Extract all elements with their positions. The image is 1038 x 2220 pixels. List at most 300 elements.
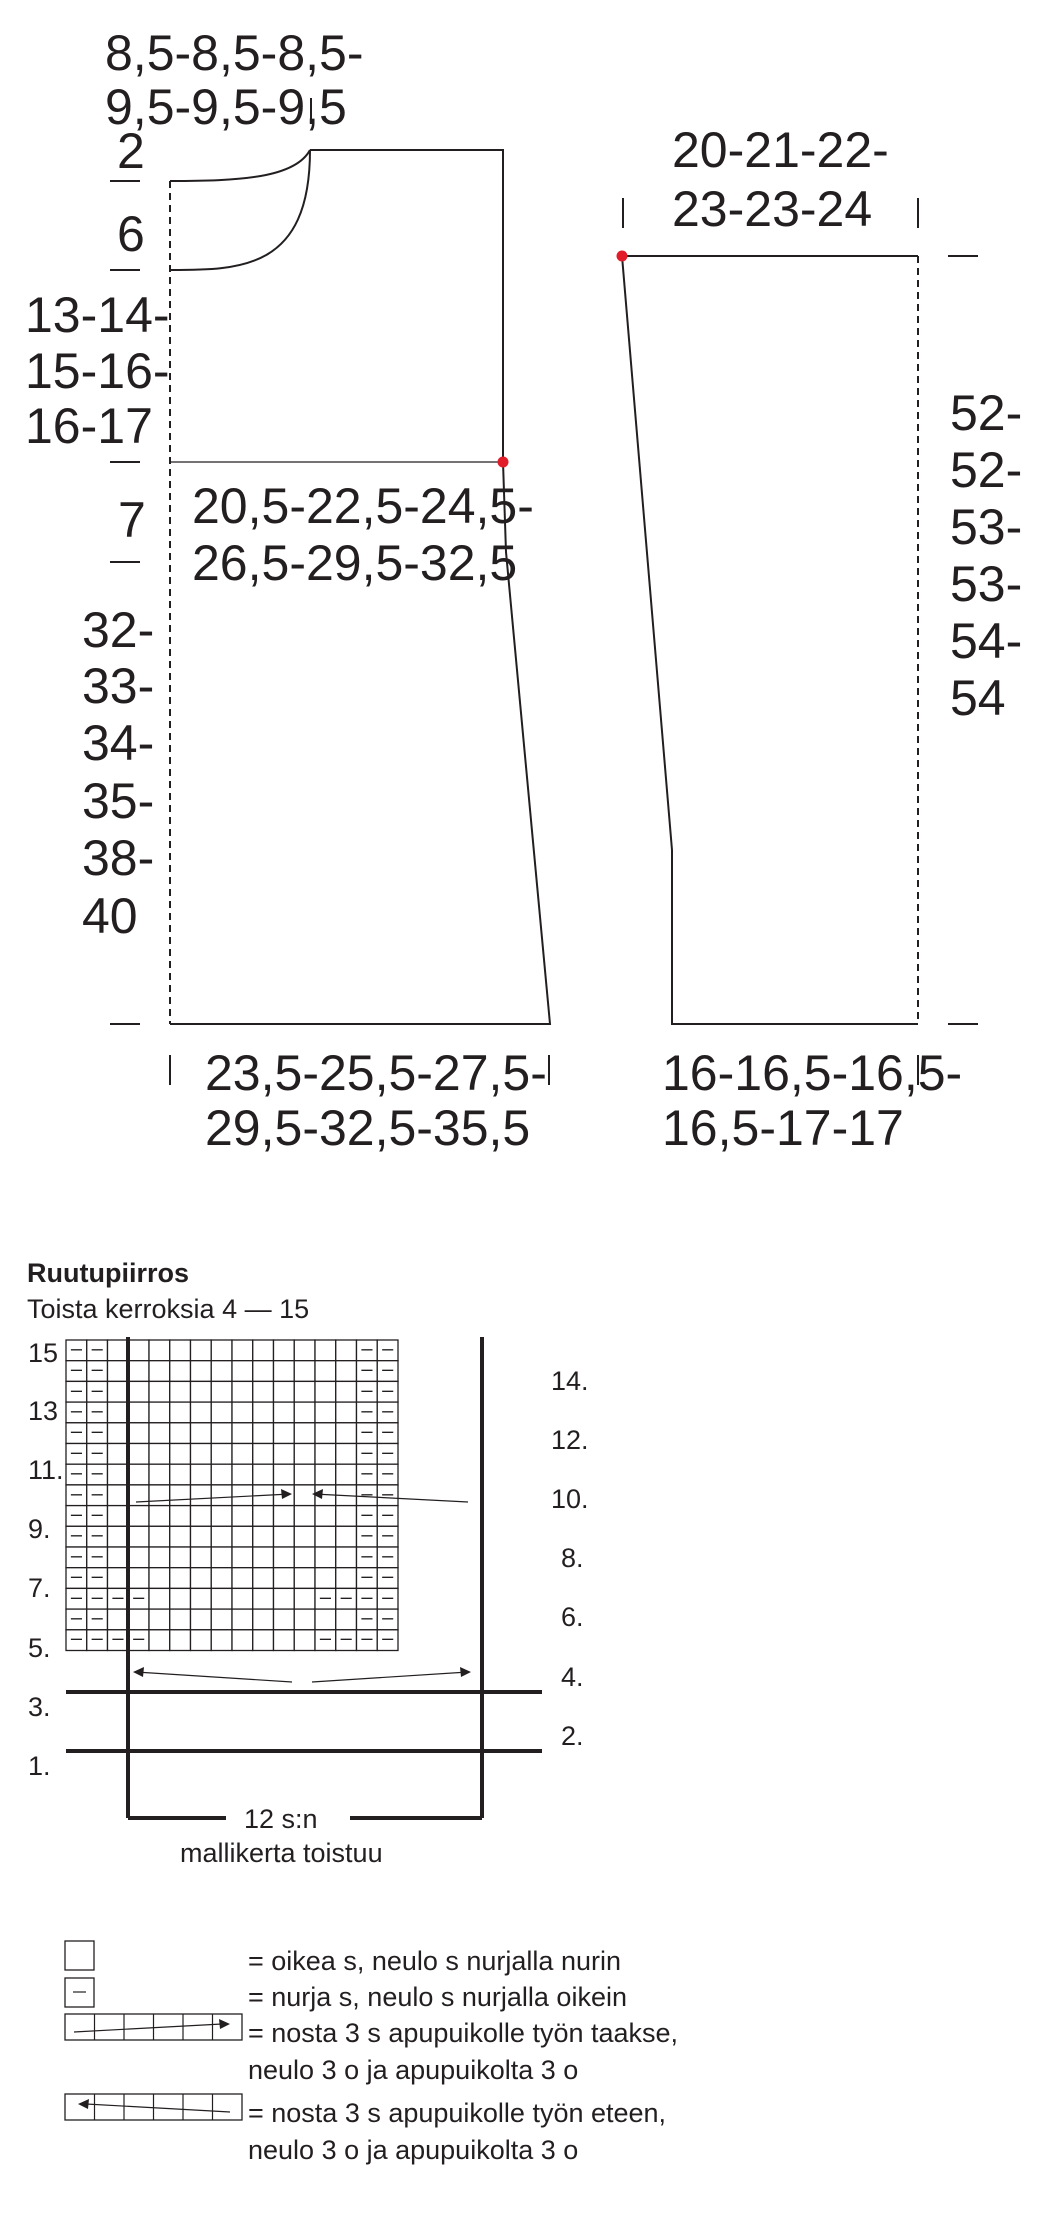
cable-arrow-row4-right	[312, 1667, 471, 1682]
purl-mark: –	[361, 1565, 373, 1588]
legend-cable-right-line2: neulo 3 o ja apupuikolta 3 o	[248, 2055, 579, 2085]
row-label-5: 5.	[28, 1633, 51, 1663]
chart-cell	[149, 1423, 170, 1444]
purl-mark: –	[361, 1441, 373, 1464]
chart-cell	[294, 1568, 315, 1589]
neckline-back	[170, 150, 310, 181]
side-length-line1: 32-	[82, 602, 155, 658]
chest-width-line2: 26,5-29,5-32,5	[192, 535, 518, 591]
sleeve-marker	[617, 251, 628, 262]
chart-cell	[232, 1444, 253, 1465]
chart-cell	[253, 1464, 274, 1485]
chart-cell	[315, 1526, 336, 1547]
chart-cell	[315, 1381, 336, 1402]
purl-mark: –	[91, 1337, 103, 1360]
shoulder-width-line1: 8,5-8,5-8,5-	[105, 25, 364, 81]
chart-cell	[253, 1526, 274, 1547]
chart-cell	[294, 1444, 315, 1465]
chart-cell	[253, 1402, 274, 1423]
chart-cell	[191, 1361, 212, 1382]
chart-cell	[232, 1423, 253, 1444]
purl-mark: –	[361, 1420, 373, 1443]
chart-cell	[253, 1547, 274, 1568]
chart-cell	[232, 1402, 253, 1423]
chart-cell	[149, 1630, 170, 1651]
chart-cell	[232, 1630, 253, 1651]
chart-subtitle: Toista kerroksia 4 — 15	[27, 1294, 310, 1324]
chart-cell	[274, 1547, 295, 1568]
legend-cable-right-line1: = nosta 3 s apupuikolle työn taakse,	[248, 2018, 679, 2048]
row-label-9: 9.	[28, 1514, 51, 1544]
chart-cell	[336, 1506, 357, 1527]
chart-cell	[294, 1340, 315, 1361]
chart-cell	[149, 1464, 170, 1485]
purl-mark: –	[382, 1400, 394, 1423]
chart-cell	[149, 1485, 170, 1506]
chart-cell	[108, 1609, 129, 1630]
purl-mark: –	[382, 1503, 394, 1526]
chart-cell	[315, 1402, 336, 1423]
row-label-4: 4.	[561, 1662, 584, 1692]
purl-mark: –	[91, 1607, 103, 1630]
chart-cell	[253, 1423, 274, 1444]
purl-mark: –	[361, 1586, 373, 1609]
purl-mark: –	[70, 1544, 82, 1567]
chart-cell	[191, 1568, 212, 1589]
purl-mark: –	[112, 1627, 124, 1650]
row-label-3: 3.	[28, 1692, 51, 1722]
purl-mark: –	[382, 1544, 394, 1567]
purl-mark: –	[382, 1462, 394, 1485]
chart-cell	[211, 1361, 232, 1382]
purl-mark: –	[70, 1482, 82, 1505]
sleeve-outline	[622, 256, 918, 1024]
purl-mark: –	[361, 1337, 373, 1360]
purl-mark: –	[70, 1524, 82, 1547]
chart-cell	[128, 1568, 149, 1589]
chart-cell	[149, 1506, 170, 1527]
chart-cell	[170, 1526, 191, 1547]
row-label-8: 8.	[561, 1543, 584, 1573]
row-label-11: 11.	[28, 1455, 64, 1485]
chart-cell	[211, 1506, 232, 1527]
chart-cell	[128, 1547, 149, 1568]
chart-cell	[294, 1630, 315, 1651]
purl-mark: –	[382, 1420, 394, 1443]
chart-cell	[170, 1423, 191, 1444]
row-label-12: 12.	[551, 1425, 589, 1455]
chart-title: Ruutupiirros	[27, 1258, 189, 1288]
purl-mark: –	[382, 1565, 394, 1588]
chart-cell	[211, 1381, 232, 1402]
purl-mark: –	[382, 1607, 394, 1630]
purl-mark: –	[91, 1400, 103, 1423]
chart-cell	[149, 1588, 170, 1609]
purl-mark: –	[91, 1482, 103, 1505]
chart-cell	[232, 1381, 253, 1402]
chart-cell	[274, 1568, 295, 1589]
chart-cell	[191, 1340, 212, 1361]
legend	[65, 1941, 678, 2165]
chart-cell	[191, 1464, 212, 1485]
chart-cell	[294, 1423, 315, 1444]
purl-mark: –	[70, 1379, 82, 1402]
chart-cell	[108, 1423, 129, 1444]
cuff-width-line1: 16-16,5-16,5-	[662, 1045, 963, 1101]
purl-mark: –	[319, 1627, 331, 1650]
chart-cell	[128, 1526, 149, 1547]
chart-cell	[274, 1588, 295, 1609]
purl-mark: –	[91, 1524, 103, 1547]
sleeve-piece	[617, 122, 1023, 1156]
chart-cell	[211, 1588, 232, 1609]
sleeve-length-line6: 54	[950, 670, 1006, 726]
chart-cell	[108, 1381, 129, 1402]
sleeve-length-line1: 52-	[950, 385, 1023, 441]
cable-arrow-row4-left	[133, 1667, 292, 1682]
purl-mark: –	[382, 1627, 394, 1650]
chart-cell	[149, 1547, 170, 1568]
chart-cell	[211, 1423, 232, 1444]
side-length-line3: 34-	[82, 715, 155, 771]
chart-cell	[191, 1423, 212, 1444]
chart-cell	[211, 1340, 232, 1361]
purl-mark: –	[70, 1400, 82, 1423]
hem-width-line1: 23,5-25,5-27,5-	[205, 1045, 547, 1101]
purl-mark: –	[70, 1441, 82, 1464]
chart-cell	[170, 1630, 191, 1651]
chart-cell	[170, 1588, 191, 1609]
chart-cell	[128, 1340, 149, 1361]
chart-cell	[170, 1402, 191, 1423]
chart-cell	[253, 1361, 274, 1382]
legend-item-cable-left	[65, 2094, 666, 2165]
chart-cell	[253, 1506, 274, 1527]
chart-cell	[149, 1402, 170, 1423]
side-length-line6: 40	[82, 888, 138, 944]
chart-cell	[232, 1526, 253, 1547]
chart-cell	[294, 1506, 315, 1527]
chart-cell	[170, 1568, 191, 1589]
cuff-width-line2: 16,5-17-17	[662, 1100, 904, 1156]
chart-cell	[315, 1464, 336, 1485]
legend-item-cable-right	[65, 2014, 678, 2085]
chart-cell	[211, 1402, 232, 1423]
neck-drop-upper: 2	[117, 123, 145, 179]
chart-cell	[191, 1485, 212, 1506]
sleeve-length-line3: 53-	[950, 499, 1023, 555]
chart-cell	[294, 1464, 315, 1485]
chart-cell	[149, 1381, 170, 1402]
chart-cell	[253, 1444, 274, 1465]
purl-mark: –	[133, 1627, 145, 1650]
armhole-depth-line3: 16-17	[25, 398, 153, 454]
chart-cell	[170, 1485, 191, 1506]
legend-knit-text: = oikea s, neulo s nurjalla nurin	[248, 1946, 621, 1976]
purl-mark: –	[340, 1627, 352, 1650]
chart-cell	[191, 1526, 212, 1547]
purl-mark: –	[361, 1503, 373, 1526]
chart-cell	[315, 1547, 336, 1568]
side-length-line5: 38-	[82, 830, 155, 886]
chart-cell	[128, 1381, 149, 1402]
purl-mark: –	[133, 1586, 145, 1609]
chart-cell	[294, 1361, 315, 1382]
row-label-10: 10.	[551, 1484, 589, 1514]
purl-mark: –	[70, 1358, 82, 1381]
row-label-1: 1.	[28, 1751, 51, 1781]
legend-cable-left-line1: = nosta 3 s apupuikolle työn eteen,	[248, 2098, 667, 2128]
chart-cell	[294, 1588, 315, 1609]
chart-cell	[108, 1361, 129, 1382]
armhole-marker	[498, 457, 509, 468]
chest-width-line1: 20,5-22,5-24,5-	[192, 478, 534, 534]
chart-cell	[170, 1547, 191, 1568]
chart-cell	[336, 1568, 357, 1589]
purl-mark: –	[91, 1462, 103, 1485]
stitch-chart	[27, 1258, 589, 1868]
chart-cell	[294, 1609, 315, 1630]
chart-cell	[149, 1526, 170, 1547]
purl-mark: –	[91, 1544, 103, 1567]
body-piece	[25, 25, 550, 1156]
armhole-depth-line1: 13-14-	[25, 287, 170, 343]
purl-mark: –	[382, 1524, 394, 1547]
chart-cell	[191, 1506, 212, 1527]
chart-cell	[336, 1526, 357, 1547]
purl-mark: –	[91, 1379, 103, 1402]
purl-mark: –	[91, 1627, 103, 1650]
chart-cell	[253, 1588, 274, 1609]
hem-width-line2: 29,5-32,5-35,5	[205, 1100, 531, 1156]
purl-mark: –	[70, 1420, 82, 1443]
purl-mark: –	[70, 1565, 82, 1588]
chart-cell	[232, 1340, 253, 1361]
neck-drop-lower: 6	[117, 206, 145, 262]
chart-cell	[336, 1609, 357, 1630]
repeat-label-line1: 12 s:n	[244, 1804, 318, 1834]
chart-cell	[232, 1588, 253, 1609]
chart-cell	[232, 1547, 253, 1568]
legend-item-purl	[65, 1978, 627, 2012]
purl-mark: –	[361, 1400, 373, 1423]
chart-cell	[211, 1444, 232, 1465]
chart-cell	[336, 1423, 357, 1444]
purl-mark: –	[91, 1441, 103, 1464]
purl-mark: –	[361, 1607, 373, 1630]
purl-mark: –	[91, 1503, 103, 1526]
chart-cell	[274, 1444, 295, 1465]
purl-mark: –	[361, 1627, 373, 1650]
chart-cell	[128, 1423, 149, 1444]
raglan-step: 7	[118, 492, 146, 548]
chart-cell	[315, 1340, 336, 1361]
chart-cell	[211, 1609, 232, 1630]
chart-cell	[253, 1340, 274, 1361]
chart-cell	[128, 1609, 149, 1630]
chart-cell	[294, 1402, 315, 1423]
chart-cell	[336, 1547, 357, 1568]
sleeve-length-line5: 54-	[950, 613, 1023, 669]
row-label-7: 7.	[28, 1573, 51, 1603]
chart-cell	[232, 1568, 253, 1589]
purl-mark: –	[382, 1441, 394, 1464]
chart-cell	[294, 1381, 315, 1402]
chart-cell	[170, 1444, 191, 1465]
row-label-14: 14.	[551, 1366, 589, 1396]
purl-mark: –	[70, 1337, 82, 1360]
chart-cell	[128, 1402, 149, 1423]
chart-cell	[315, 1609, 336, 1630]
chart-cell	[149, 1568, 170, 1589]
row-label-2: 2.	[561, 1721, 584, 1751]
chart-cell	[211, 1568, 232, 1589]
chart-cell	[108, 1526, 129, 1547]
purl-mark: –	[361, 1462, 373, 1485]
chart-cell	[274, 1361, 295, 1382]
sleeve-length-line4: 53-	[950, 556, 1023, 612]
chart-cell	[315, 1444, 336, 1465]
chart-cell	[294, 1526, 315, 1547]
purl-mark: –	[70, 1607, 82, 1630]
chart-cell	[211, 1630, 232, 1651]
chart-cell	[232, 1464, 253, 1485]
chart-cell	[211, 1464, 232, 1485]
purl-mark: –	[361, 1358, 373, 1381]
chart-cell	[128, 1485, 149, 1506]
chart-cell	[191, 1381, 212, 1402]
chart-cell	[108, 1402, 129, 1423]
chart-cell	[108, 1444, 129, 1465]
chart-cell	[211, 1485, 232, 1506]
chart-cell	[108, 1485, 129, 1506]
chart-cell	[315, 1568, 336, 1589]
chart-cell	[108, 1568, 129, 1589]
chart-cell	[191, 1609, 212, 1630]
purl-mark: –	[319, 1586, 331, 1609]
chart-cell	[253, 1630, 274, 1651]
purl-mark: –	[382, 1358, 394, 1381]
chart-cell	[253, 1381, 274, 1402]
chart-cell	[274, 1526, 295, 1547]
purl-mark: –	[112, 1586, 124, 1609]
chart-cell	[128, 1506, 149, 1527]
chart-cell	[294, 1485, 315, 1506]
purl-mark: –	[91, 1565, 103, 1588]
purl-mark: –	[361, 1482, 373, 1505]
chart-cell	[253, 1609, 274, 1630]
chart-cell	[315, 1361, 336, 1382]
chart-cell	[336, 1444, 357, 1465]
chart-cell	[128, 1464, 149, 1485]
chart-cell	[274, 1630, 295, 1651]
chart-cell	[274, 1402, 295, 1423]
chart-cell	[274, 1609, 295, 1630]
sleeve-length-line2: 52-	[950, 442, 1023, 498]
chart-cell	[211, 1547, 232, 1568]
chart-cell	[274, 1381, 295, 1402]
chart-cell	[191, 1630, 212, 1651]
side-length-line2: 33-	[82, 658, 155, 714]
purl-mark: –	[91, 1586, 103, 1609]
chart-cell	[253, 1568, 274, 1589]
chart-cell	[170, 1609, 191, 1630]
empty-square-icon	[65, 1941, 94, 1970]
chart-cell	[336, 1402, 357, 1423]
chart-cell	[149, 1609, 170, 1630]
purl-mark: –	[91, 1358, 103, 1381]
purl-mark: –	[382, 1379, 394, 1402]
sleeve-top-line2: 23-23-24	[672, 181, 873, 237]
purl-mark: –	[70, 1503, 82, 1526]
side-length-line4: 35-	[82, 773, 155, 829]
chart-cell	[170, 1381, 191, 1402]
purl-mark: –	[340, 1586, 352, 1609]
legend-purl-text: = nurja s, neulo s nurjalla oikein	[248, 1982, 627, 2012]
chart-cell	[191, 1547, 212, 1568]
cable-right-icon	[65, 2014, 242, 2040]
legend-item-knit	[65, 1941, 621, 1976]
chart-cell	[294, 1547, 315, 1568]
chart-cell	[211, 1526, 232, 1547]
chart-cell	[336, 1464, 357, 1485]
purl-mark: –	[361, 1379, 373, 1402]
purl-mark: –	[70, 1627, 82, 1650]
chart-cell	[274, 1464, 295, 1485]
chart-cell	[149, 1444, 170, 1465]
chart-cell	[315, 1423, 336, 1444]
sleeve-top-line1: 20-21-22-	[672, 122, 889, 178]
chart-cell	[170, 1506, 191, 1527]
chart-cell	[170, 1464, 191, 1485]
chart-cell	[232, 1485, 253, 1506]
chart-cell	[274, 1423, 295, 1444]
chart-cell	[128, 1444, 149, 1465]
chart-cell	[128, 1361, 149, 1382]
purl-mark: –	[382, 1586, 394, 1609]
row-label-15: 15	[28, 1338, 59, 1368]
chart-cell	[232, 1361, 253, 1382]
purl-mark: –	[91, 1420, 103, 1443]
purl-mark: –	[382, 1482, 394, 1505]
chart-cell	[108, 1464, 129, 1485]
purl-mark: –	[361, 1524, 373, 1547]
chart-cell	[149, 1361, 170, 1382]
chart-cell	[170, 1361, 191, 1382]
chart-cell	[170, 1340, 191, 1361]
chart-cell	[336, 1340, 357, 1361]
shoulder-width-line2: 9,5-9,5-9,5	[105, 79, 347, 135]
cable-left-icon	[65, 2094, 242, 2120]
purl-mark: –	[361, 1544, 373, 1567]
purl-mark: –	[70, 1462, 82, 1485]
chart-cell	[149, 1340, 170, 1361]
chart-cell	[191, 1402, 212, 1423]
chart-cell	[274, 1340, 295, 1361]
chart-cell	[108, 1547, 129, 1568]
legend-cable-left-line2: neulo 3 o ja apupuikolta 3 o	[248, 2135, 579, 2165]
chart-cell	[274, 1506, 295, 1527]
chart-cell	[232, 1506, 253, 1527]
repeat-label-line2: mallikerta toistuu	[180, 1838, 383, 1868]
chart-cell	[336, 1361, 357, 1382]
chart-cell	[108, 1340, 129, 1361]
purl-mark: –	[382, 1337, 394, 1360]
chart-cell	[232, 1609, 253, 1630]
row-label-13: 13	[28, 1396, 59, 1426]
purl-mark: –	[70, 1586, 82, 1609]
chart-cell	[315, 1506, 336, 1527]
